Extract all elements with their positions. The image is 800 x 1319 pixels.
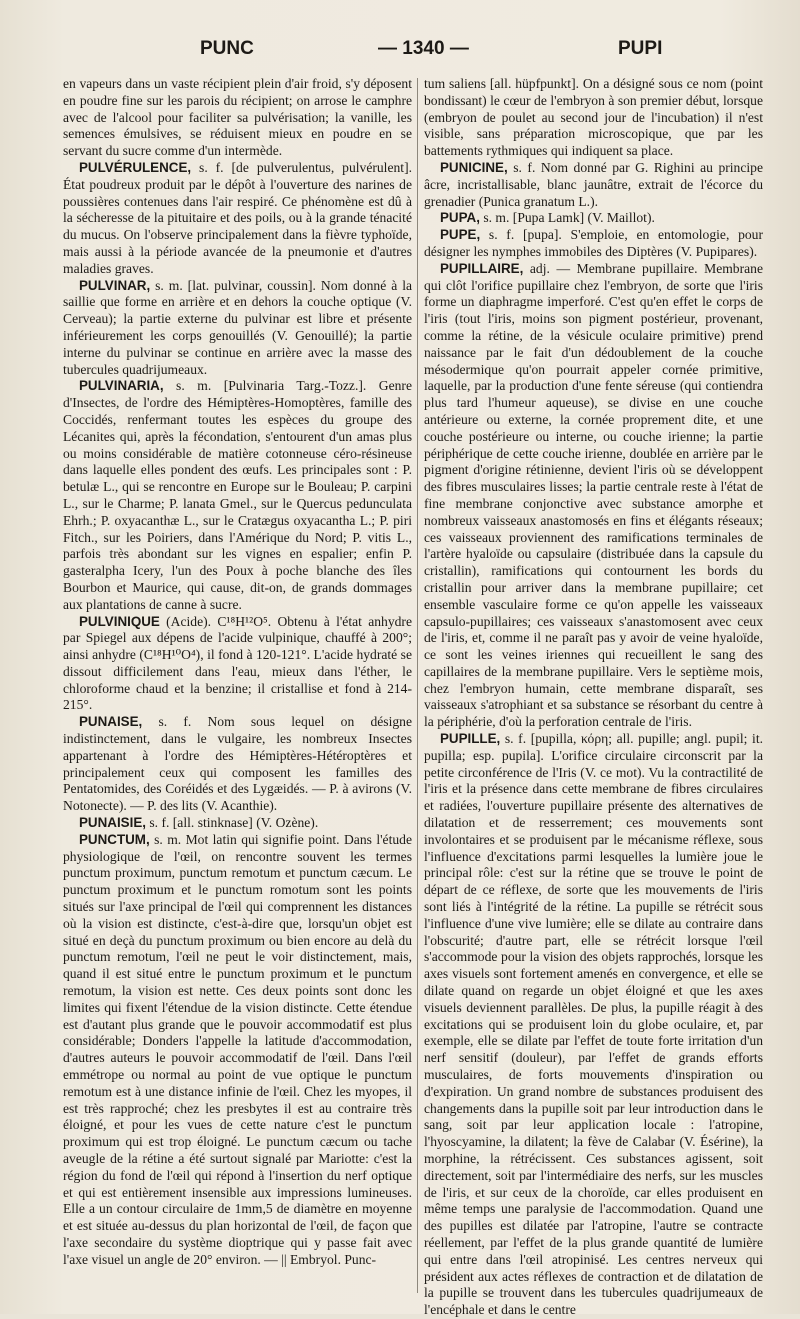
right-column — [424, 76, 763, 1318]
entry-text: s. m. [Pupa Lamk] (V. Maillot). — [479, 210, 655, 226]
entry-text: s. f. Nom sous lequel on désigne indistinctement, dans le vulgaire, les nombreux Insectes appartenant à l'ordre des Hémiptères-Hétéroptères et principalement ceux qui composent les familles des Pentatomides, des Coréidés et des Lygæidés. — P. à avirons (V. Notonecte). — P. des lits (V. Acanthie). — [63, 714, 412, 814]
entry-continuation — [63, 76, 412, 160]
entry-pulverulence — [63, 160, 412, 278]
entry-continuation — [424, 76, 763, 160]
entry-pulvinaria — [63, 378, 412, 613]
header-right-guideword: PUPI — [618, 38, 663, 59]
header-left-guideword: PUNC — [200, 38, 254, 59]
headword: PUPILLE, — [440, 731, 501, 747]
page-header — [60, 38, 760, 72]
headword: PULVINAR, — [79, 277, 151, 293]
headword: PUPE, — [440, 227, 481, 243]
entry-text: (Acide). C¹⁸H¹²O⁵. Obtenu à l'état anhydre par Spiegel aux dépens de l'acide vulpinique, chauffé à 200°; ainsi anhydre (C¹⁸H¹⁰O⁴), il fond à 120-121°. L'acide hydraté se dissout difficilement dans l'eau, mieux dans l'éther, le chloroforme chaud et la benzine; il cristallise et fond à 214-215°. — [63, 613, 412, 713]
headword: PULVINARIA, — [79, 378, 164, 394]
column-divider — [417, 78, 418, 1293]
entry-text: en vapeurs dans un vaste récipient plein d'air froid, s'y déposent en poudre fine sur les parois du récipient; on arrose le camphre avec de l'alcool pour faciliter sa pulvérisation; la vanille, les semences émulsives, se réduisent mieux en poudre en se servant du sucre comme d'un intermède. — [63, 76, 412, 159]
entry-pupille — [424, 731, 763, 1319]
headword: PUPILLAIRE, — [440, 260, 524, 276]
entry-text: s. f. [pupa]. S'emploie, en entomologie, pour désigner les nymphes immobiles des Diptères (V. Pupipares). — [424, 227, 763, 259]
entry-pupillaire — [424, 261, 763, 731]
entry-text: adj. — Membrane pupillaire. Membrane qui clôt l'orifice pupillaire chez l'embryon, de sorte que l'iris forme un diaphragme imperforé. C'est qu'en effet le corps de l'iris (tout l'iris, moins son pigment postérieur, provenant, comme la rétine, de la vésicule oculaire primitive) prend naissance par le fait d'un dédoublement de la couche mésodermique qu'on pourrait appeler cornée primitive, laquelle, par la production d'une fente séreuse (qui contiendra plus tard l'humeur aqueuse), se divise en une couche antérieure ou externe, la cornée proprement dite, et une couche postérieure ou interne, ou couche irienne; la partie périphérique de cette couche irienne, doublée en arrière par le pigment d'origine rétinienne, devient l'iris où se développent des fibres musculaires lisses; la partie centrale reste à l'état de fine membrane conjonctive avec substance amorphe et nombreux vaisseaux anastomosés en fins et élégants réseaux; ces vaisseaux proviennent des ramifications terminales de l'artère hyaloïde ou capsulaire (distribuée dans la capsule du cristallin), ramifications qui contournent les bords du cristallin pour arriver dans la membrane pupillaire; cet ensemble vasculaire forme ce qu'on appelle les vaisseaux capsulo-pupillaires; ces vaisseaux s'anastomosent avec ceux de l'iris, et, comme il ne paraît pas y avoir de veine hyaloïde, ce sont les veines iriennes qui recueillent le sang des capillaires de la membrane pupillaire. Vers le septième mois, chez l'embryon humain, cette membrane disparaît, ses vaisseaux s'atrophiant et sa substance se résorbant du centre à la périphérie, d'où la perforation centrale de l'iris. — [424, 260, 763, 730]
entry-punicine — [424, 160, 763, 210]
headword: PUPA, — [440, 210, 480, 226]
entry-text: s. m. [lat. pulvinar, coussin]. Nom donné à la saillie que forme en arrière et en dehors la couche optique (V. Cerveau); la partie externe du pulvinar est libre et présente inférieurement les corps genouillés (V. Genouillé); la partie interne du pulvinar se continue en arrière avec la masse des tubercules quadrijumeaux. — [63, 277, 412, 377]
headword: PULVINIQUE — [79, 613, 160, 629]
left-column — [63, 76, 412, 1296]
entry-pulvinique — [63, 614, 412, 715]
entry-punctum — [63, 832, 412, 1269]
page-number: — 1340 — — [378, 38, 469, 59]
entry-punaise — [63, 714, 412, 815]
headword: PUNAISE, — [79, 714, 143, 730]
headword: PUNCTUM, — [79, 831, 150, 847]
headword: PULVÉRULENCE, — [79, 159, 192, 175]
entry-pupa — [424, 210, 763, 227]
entry-punaisie — [63, 815, 412, 832]
entry-text: s. f. [all. stinknase] (V. Ozène). — [145, 815, 319, 831]
entry-pupe — [424, 227, 763, 261]
entry-text: s. m. [Pulvinaria Targ.-Tozz.]. Genre d'Insectes, de l'ordre des Hémiptères-Homoptères, famille des Coccidés, renfermant toutes les espèces du groupe des Lécanites qui, après la fécondation, s'entourent d'un amas plus ou moins considérable de matière cotonneuse céro-résineuse dans laquelle elles pondent des œufs. Les principales sont : P. betulæ L., qui se rencontre en Europe sur le Bouleau; P. carpini L., sur le Charme; P. lanata Gmel., sur le Quercus pedunculata Ehrh.; P. oxyacanthæ L., sur le Cratægus oxyacantha L.; P. piri Fitch., sur les Poiriers, dans l'Amérique du Nord; P. vitis L., parfois très abondant sur les vignes en espalier; enfin P. gasteralpha Icery, l'un des Poux à poche blanche des îles Bourbon et Maurice, qui cause, dit-on, de grands dommages aux plantations de canne à sucre. — [63, 378, 412, 612]
entry-text: s. f. [pupilla, κόρη; all. pupille; angl. pupil; it. pupilla; esp. pupila]. L'orifice circulaire circonscrit par la petite circonférence de l'Iris (V. ce mot). Vu la contractilité de l'iris et la présence dans cette membrane de fibres circulaires et radiées, l'ouverture pupillaire présente des alternatives de dilatation et de resserrement; ces mouvements sont involontaires et se produisent par le mécanisme réflexe, sous l'influence d'excitations parmi lesquelles la lumière joue le principal rôle: c'est sur la rétine que se trouve le point de départ de ce réflexe, de sorte que les mouvements de l'iris sont liés à l'intégrité de la rétine. La pupille se rétrécit sous l'influence d'une vive lumière; elle se dilate au contraire dans l'obscurité; d'autre part, elle se rétrécit lorsque l'œil s'accommode pour la vision des objets rapprochés, lorsque les axes visuels sont fortement amenés en convergence, et elle se dilate quand on regarde un objet éloigné et que les axes visuels deviennent parallèles. De plus, la pupille réagit à des excitations qui se produisent loin du globe oculaire, et, par exemple, elle se dilate par l'effet de toute forte irritation d'un nerf sensitif (douleur), par l'effet de grands efforts musculaires, de forts mouvements d'inspiration ou d'expiration. Un grand nombre de substances produisent des changements dans la pupille soit par leur introduction dans le sang, soit par leur application locale : l'atropine, l'hyoscyamine, la dilatent; la fève de Calabar (V. Ésérine), la morphine, la rétrécissent. Ces substances agissent, soit directement, soit par l'intermédiaire des nerfs, sur les muscles de l'iris, et sur ceux de la choroïde, car elles produisent en même temps une paralysie de l'accommodation. Quand une des pupilles est dilatée par l'atropine, l'autre se contracte réellement, par l'effet de la plus grande quantité de lumière qui entre dans l'œil atropinisé. Les centres nerveux qui président aux actes réflexes de contraction et de dilatation de la pupille se trouvent dans les tubercules quadrijumeaux de l'encéphale et dans le centre — [424, 731, 763, 1318]
entry-text: s. m. Mot latin qui signifie point. Dans l'étude physiologique de l'œil, on rencontre souvent les termes punctum proximum, punctum remotum et punctum cæcum. Le punctum proximum et le punctum romotum sont les points situés sur l'axe principal de l'œil qui comprennent les distances où la vision est distincte, c'est-à-dire que, lorsqu'un objet est situé en deçà du punctum proximum ou bien encore au delà du punctum remotum, l'œil ne peut le voir distinctement, mais, quand il est situé entre le punctum proximum et le punctum remotum, la vision est nette. Ces deux points sont donc les limites qui fixent l'étendue de la vision distincte. Cette étendue est d'autant plus grande que le pouvoir accommodatif est plus considérable; Donders l'appelle la latitude d'accommodation, d'autres auteurs le pouvoir accommodatif de l'œil. Dans l'œil emmétrope ou normal au point de vue optique le punctum remotum est à une distance infinie de l'œil. Chez les myopes, il est très rapproché; chez les presbytes il est au contraire très éloigné, et pour les vues de cette nature c'est le punctum proximum qui est trop éloigné. Le punctum cæcum ou tache aveugle de la rétine a été surtout signalé par Mariotte: c'est la région du fond de l'œil qui répond à l'insertion du nerf optique et qui est entièrement insensible aux impressions lumineuses. Elle a un contour circulaire de 1mm,5 de diamètre en moyenne et est située au-dessus du plan horizontal de l'œil, de façon que l'axe secondaire du système dioptrique qui y passe fait avec l'axe visuel un angle de 20° environ. — || Embryol. Punc- — [63, 831, 412, 1267]
entry-pulvinar — [63, 278, 412, 379]
entry-text: tum saliens [all. hüpfpunkt]. On a désigné sous ce nom (point bondissant) le cœur de l'embryon à son premier début, lorsque (embryon de poulet au second jour de l'incubation) il n'est visible, sans préparation microscopique, que par les battements rythmiques qui indiquent sa place. — [424, 76, 763, 159]
entry-text: s. f. Nom donné par G. Righini au principe âcre, incristallisable, blanc jaunâtre, extrait de l'écorce du grenadier (Punica granatum L.). — [424, 159, 763, 209]
headword: PUNICINE, — [440, 159, 508, 175]
headword: PUNAISIE, — [79, 815, 146, 831]
entry-text: s. f. [de pulverulentus, pulvérulent]. État poudreux produit par le dépôt à l'ouverture des narines de poussières contenues dans l'air respiré. Ce phénomène est dû à la sécheresse de la pituitaire et des poils, ou à la grande ténacité du mucus. On l'observe principalement dans la fièvre typhoïde, mais aussi à la période avancée de la pneumonie et d'autres maladies graves. — [63, 159, 412, 276]
